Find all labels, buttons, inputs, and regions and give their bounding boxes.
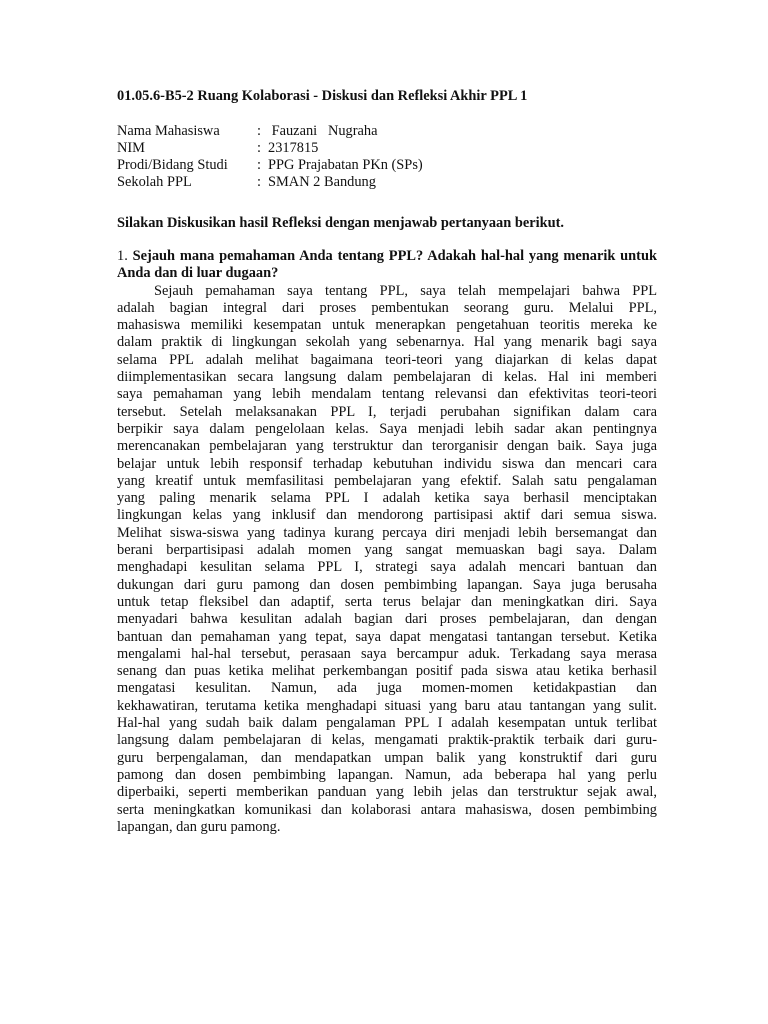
answer-line: berani berpartisipasi adalah momen yang sangat memuaskan bagi saya. Dalam	[117, 542, 657, 559]
answer-line: untuk tetap fleksibel dan adaptif, serta terus belajar dan meningkatkan diri. Saya	[117, 593, 657, 610]
answer-line: kekhawatiran, terutama ketika menghadapi situasi yang baru atau tantangan yang sulit.	[117, 697, 657, 714]
instruction-text: Silakan Diskusikan hasil Refleksi dengan menjawab pertanyaan berikut.	[117, 215, 565, 231]
identity-row-sekolah	[117, 174, 657, 191]
answer-paragraph	[117, 283, 657, 837]
answer-line: Hal-hal yang sudah baik dalam pengalaman PPL I adalah kesempatan untuk terlibat	[117, 715, 657, 732]
document-title: 01.05.6-B5-2 Ruang Kolaborasi - Diskusi dan Refleksi Akhir PPL 1	[117, 88, 528, 104]
question-text: Sejauh mana pemahaman Anda tentang PPL? Adakah hal-hal yang menarik untuk Anda dan di luar dugaan?	[117, 248, 657, 282]
answer-line: pamong dan dosen pembimbing lapangan. Namun, ada beberapa hal yang perlu	[117, 766, 657, 783]
identity-label: Prodi/Bidang Studi	[117, 157, 228, 173]
identity-colon: :	[257, 123, 261, 139]
answer-line: yang paling menarik selama PPL I adalah ketika saya berhasil menciptakan	[117, 490, 657, 507]
identity-label: NIM	[117, 140, 145, 156]
identity-value: 2317815	[268, 140, 319, 156]
identity-value: Fauzani Nugraha	[268, 123, 378, 139]
answer-line: dukungan dari guru pamong dan dosen pembimbing lapangan. Saya juga berusaha	[117, 576, 657, 593]
answer-line: saya pemahaman yang lebih mendalam tentang relevansi dan efektivitas teori-teori	[117, 386, 657, 403]
answer-line: serta meningkatkan komunikasi dan kolaborasi antara mahasiswa, dosen pembimbing	[117, 801, 657, 818]
answer-line: diperbaiki, seperti memberikan panduan yang lebih jelas dan terstruktur sejak awal,	[117, 784, 657, 801]
question-1	[117, 248, 657, 283]
answer-line: mengalami hal-hal tersebut, perasaan saya bercampur aduk. Terkadang saya merasa	[117, 645, 657, 662]
answer-line: belajar untuk lebih responsif terhadap kebutuhan individu siswa dan mencari cara	[117, 455, 657, 472]
answer-line: diimplementasikan secara langsung dalam pembelajaran di kelas. Hal ini memberi	[117, 369, 657, 386]
answer-line: lapangan, dan guru pamong.	[117, 818, 281, 835]
answer-line: langsung dalam pembelajaran di kelas, mengamati praktik-praktik terbaik dari guru-	[117, 732, 657, 749]
identity-table	[117, 123, 657, 191]
answer-line: tersebut. Setelah melaksanakan PPL I, terjadi perubahan signifikan dalam cara	[117, 403, 657, 420]
answer-line: menyadari bahwa kesulitan adalah bagian dari proses pembelajaran, dan dengan	[117, 611, 657, 628]
document-page	[117, 86, 657, 836]
identity-value: SMAN 2 Bandung	[268, 174, 376, 190]
answer-line: berpikir saya dalam pengelolaan kelas. Saya menjadi lebih sadar akan pentingnya	[117, 420, 657, 437]
answer-line: Sejauh pemahaman saya tentang PPL, saya telah mempelajari bahwa PPL	[154, 282, 657, 299]
answer-line: yang kreatif untuk memfasilitasi pembelajaran yang efektif. Salah satu pengalaman	[117, 472, 657, 489]
answer-line: senang dan puas ketika melihat perkembangan positif pada siswa atau ketika berhasil	[117, 663, 657, 680]
answer-line: mengatasi kesulitan. Namun, ada juga momen-momen ketidakpastian dan	[117, 680, 657, 697]
answer-line: lingkungan kelas yang inklusif dan mendorong partisipasi aktif dari semua siswa.	[117, 507, 657, 524]
answer-line: Melihat siswa-siswa yang tadinya kurang percaya diri menjadi lebih bersemangat dan	[117, 524, 657, 541]
answer-line: menghadapi kesulitan selama PPL I, strategi saya adalah mencari bantuan dan	[117, 559, 657, 576]
identity-colon: :	[257, 140, 261, 156]
identity-label: Nama Mahasiswa	[117, 123, 220, 139]
answer-line: bantuan dan pemahaman yang tepat, saya dapat mengatasi tantangan tersebut. Ketika	[117, 628, 657, 645]
answer-line: merencanakan pembelajaran yang terstruktur dan terorganisir dengan baik. Saya juga	[117, 438, 657, 455]
identity-row-nim	[117, 140, 657, 157]
identity-label: Sekolah PPL	[117, 174, 192, 190]
question-number: 1.	[117, 248, 128, 264]
answer-line: selama PPL adalah melihat bagaimana teori-teori yang diajarkan di kelas dapat	[117, 351, 657, 368]
answer-line: mahasiswa memiliki kesempatan untuk menerapkan pengetahuan teoritis mereka ke	[117, 317, 657, 334]
answer-line: dalam praktik di lingkungan sekolah yang sebenarnya. Hal yang menarik bagi saya	[117, 334, 657, 351]
identity-row-name	[117, 123, 657, 140]
answer-line: guru berpengalaman, dan mendapatkan umpan balik yang konstruktif dari guru	[117, 749, 657, 766]
identity-row-prodi	[117, 157, 657, 174]
identity-colon: :	[257, 157, 261, 173]
answer-line: adalah bagian integral dari proses pembentukan seorang guru. Melalui PPL,	[117, 299, 657, 316]
identity-colon: :	[257, 174, 261, 190]
identity-value: PPG Prajabatan PKn (SPs)	[268, 157, 423, 173]
